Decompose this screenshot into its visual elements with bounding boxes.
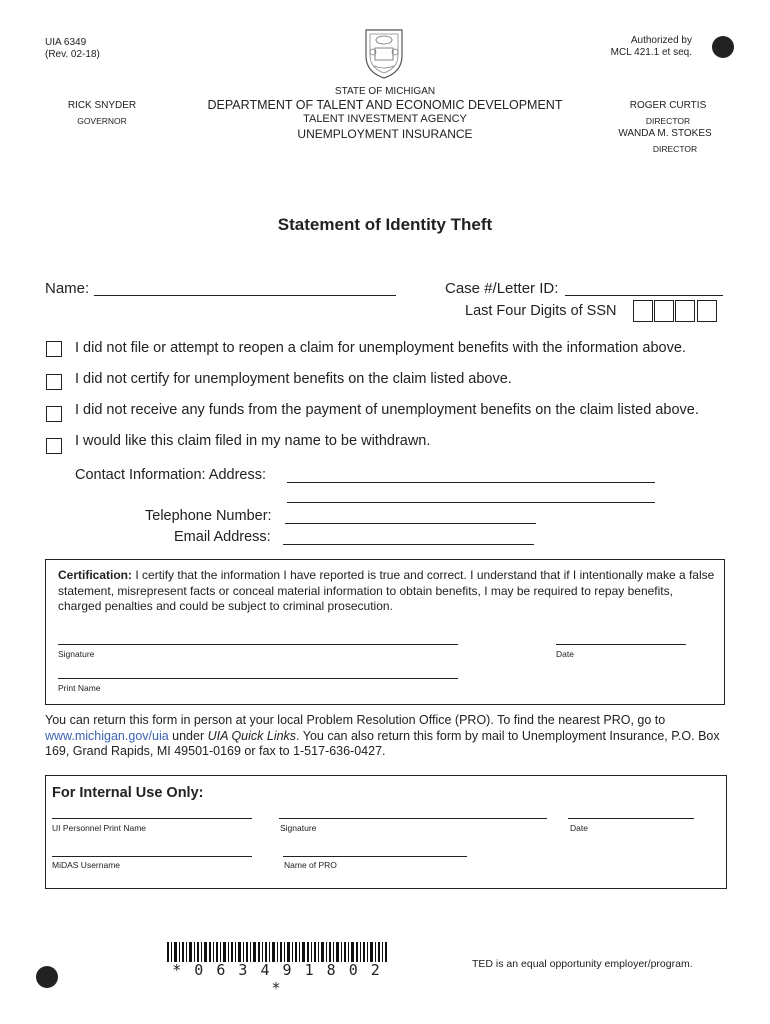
- telephone-input-line[interactable]: [285, 523, 536, 524]
- statement-text-1: I did not file or attempt to reopen a claim for unemployment benefits with the information above.: [75, 340, 686, 356]
- ssn-digit-box-3[interactable]: [675, 300, 695, 322]
- form-revision: (Rev. 02-18): [45, 49, 100, 60]
- statement-checkbox-4[interactable]: [46, 438, 62, 454]
- address-line-2[interactable]: [287, 502, 655, 503]
- statement-text-2: I did not certify for unemployment benefits on the claim listed above.: [75, 371, 512, 387]
- name-label: Name:: [45, 280, 90, 297]
- internal-date-line[interactable]: [568, 818, 694, 819]
- return-text-1: You can return this form in person at your local Problem Resolution Office (PRO). To find the nearest PRO, go to: [45, 713, 666, 727]
- statement-checkbox-1[interactable]: [46, 341, 62, 357]
- state-name: STATE OF MICHIGAN: [334, 86, 436, 97]
- name-input-line[interactable]: [94, 295, 396, 296]
- ssn-digit-box-1[interactable]: [633, 300, 653, 322]
- certification-print-name-label: Print Name: [58, 683, 101, 693]
- certification-signature-line[interactable]: [58, 644, 458, 645]
- email-input-line[interactable]: [283, 544, 534, 545]
- agency-name: TALENT INVESTMENT AGENCY: [303, 113, 467, 125]
- certification-print-name-line[interactable]: [58, 678, 458, 679]
- governor-name: RICK SNYDER: [67, 100, 137, 111]
- authorized-line2: MCL 421.1 et seq.: [610, 47, 692, 58]
- return-text-2: under: [168, 728, 208, 743]
- page-title: Statement of Identity Theft: [277, 215, 493, 234]
- barcode-number: * 0 6 3 4 9 1 8 0 2 *: [172, 961, 382, 997]
- case-id-label: Case #/Letter ID:: [445, 280, 559, 297]
- registration-mark-top: [712, 36, 734, 58]
- internal-date-label: Date: [570, 823, 588, 833]
- personnel-name-label: UI Personnel Print Name: [52, 823, 147, 833]
- department-name: DEPARTMENT OF TALENT AND ECONOMIC DEVELOPMENT: [207, 98, 563, 112]
- internal-signature-label: Signature: [280, 823, 317, 833]
- midas-username-label: MiDAS Username: [52, 860, 121, 870]
- division-name: UNEMPLOYMENT INSURANCE: [297, 127, 473, 141]
- email-label: Email Address:: [174, 529, 271, 545]
- return-instructions: [45, 713, 725, 760]
- address-label: Contact Information: Address:: [75, 467, 267, 483]
- director2-title: DIRECTOR: [652, 144, 698, 154]
- governor-title: GOVERNOR: [77, 116, 127, 126]
- form-id: UIA 6349: [45, 37, 87, 48]
- address-line-1[interactable]: [287, 482, 655, 483]
- director1-title: DIRECTOR: [645, 116, 691, 126]
- telephone-label: Telephone Number:: [145, 508, 272, 524]
- pro-name-line[interactable]: [283, 856, 467, 857]
- ssn-digit-box-2[interactable]: [654, 300, 674, 322]
- personnel-name-line[interactable]: [52, 818, 252, 819]
- certification-body: I certify that the information I have reported is true and correct. I understand that if I intentionally make a false statement, misrepresent facts or conceal material information to obtain benefits, I may be required to repay benefits, charged penalties and could be subject to criminal prosecution.: [58, 568, 715, 613]
- certification-text: [58, 568, 718, 615]
- michigan-seal-icon: [360, 26, 408, 80]
- director1-name: ROGER CURTIS: [629, 100, 707, 111]
- case-id-input-line[interactable]: [565, 295, 723, 296]
- certification-date-label: Date: [556, 649, 574, 659]
- registration-mark-bottom: [36, 966, 58, 988]
- equal-opportunity-statement: TED is an equal opportunity employer/program.: [472, 958, 693, 970]
- certification-date-line[interactable]: [556, 644, 686, 645]
- certification-box: [45, 559, 725, 705]
- statement-checkbox-3[interactable]: [46, 406, 62, 422]
- director2-name: WANDA M. STOKES: [618, 128, 712, 139]
- return-text-3: . You can also return this form by mail to Unemployment Insurance, P.O. Box 169, Grand Rapids, MI 49501-0169 or fax to 1-517-636-0427.: [45, 728, 720, 758]
- statement-text-3: I did not receive any funds from the payment of unemployment benefits on the claim listed above.: [75, 402, 699, 418]
- ssn-digit-box-4[interactable]: [697, 300, 717, 322]
- uia-quick-links: UIA Quick Links: [207, 728, 297, 743]
- barcode: [167, 942, 387, 962]
- uia-website-link[interactable]: www.michigan.gov/uia: [45, 728, 169, 743]
- statement-checkbox-2[interactable]: [46, 374, 62, 390]
- statement-text-4: I would like this claim filed in my name to be withdrawn.: [75, 433, 431, 449]
- midas-username-line[interactable]: [52, 856, 252, 857]
- internal-use-heading: For Internal Use Only:: [52, 785, 204, 801]
- authorized-line1: Authorized by: [630, 35, 692, 46]
- internal-signature-line[interactable]: [279, 818, 547, 819]
- certification-signature-label: Signature: [58, 649, 95, 659]
- pro-name-label: Name of PRO: [284, 860, 337, 870]
- certification-heading: Certification:: [58, 568, 133, 582]
- ssn-label: Last Four Digits of SSN: [465, 303, 617, 319]
- internal-use-box: [45, 775, 727, 889]
